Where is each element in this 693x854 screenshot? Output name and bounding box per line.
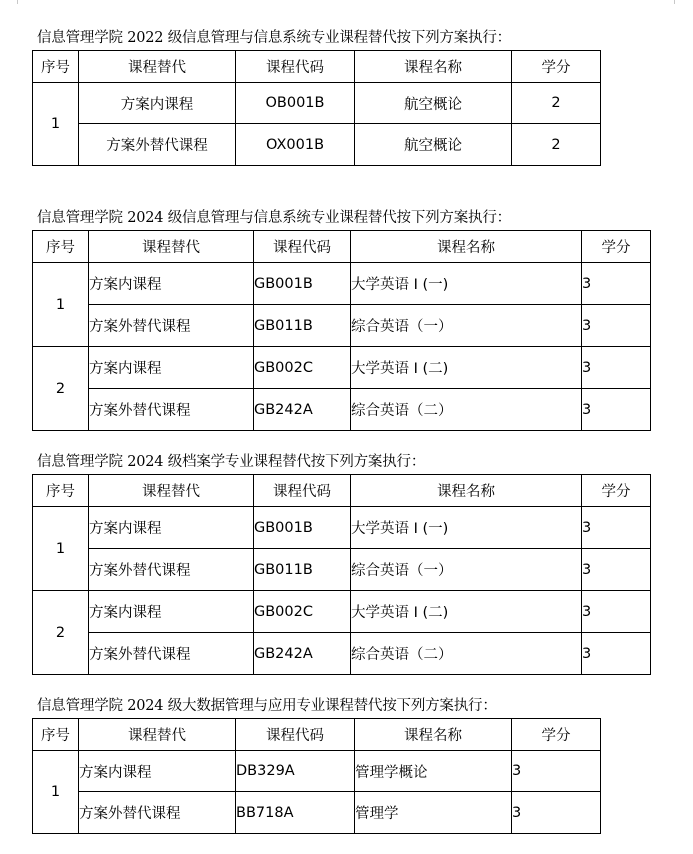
course-code-cell: BB718A [236,792,355,834]
credit-cell: 3 [582,263,651,305]
table-row [33,389,651,431]
course-substitution-table [32,474,651,675]
table-header-row [33,719,601,751]
seq-cell: 2 [33,591,89,675]
table-row [33,83,601,124]
credit-cell: 2 [512,124,601,166]
substitution-type-cell: 方案外替代课程 [79,792,236,834]
credit-cell: 3 [582,389,651,431]
course-name-cell: 大学英语 I (一) [351,507,582,549]
course-code-cell: GB002C [254,347,351,389]
credit-cell: 3 [582,507,651,549]
substitution-type-cell: 方案外替代课程 [79,124,236,166]
table-row [33,124,601,166]
seq-cell: 1 [33,507,89,591]
header-course-name: 课程名称 [355,719,512,751]
course-substitution-table [32,718,601,834]
course-code-cell: GB011B [254,305,351,347]
section-heading: 信息管理学院 2024 级大数据管理与应用专业课程替代按下列方案执行： [37,698,497,714]
substitution-type-cell: 方案内课程 [79,83,236,124]
substitution-type-cell: 方案外替代课程 [89,305,254,347]
substitution-type-cell: 方案外替代课程 [89,549,254,591]
credit-cell: 2 [512,83,601,124]
course-name-cell: 综合英语（二） [351,633,582,675]
substitution-type-cell: 方案内课程 [89,507,254,549]
credit-cell: 3 [582,633,651,675]
table-row [33,591,651,633]
course-substitution-table [32,230,651,431]
course-name-cell: 大学英语 I (二) [351,347,582,389]
credit-cell: 3 [582,591,651,633]
course-code-cell: GB001B [254,263,351,305]
section-heading: 信息管理学院 2022 级信息管理与信息系统专业课程替代按下列方案执行： [37,30,511,46]
course-code-cell: OX001B [236,124,355,166]
header-credit: 学分 [512,51,601,83]
substitution-type-cell: 方案内课程 [89,347,254,389]
table-row [33,263,651,305]
seq-cell: 1 [33,751,79,834]
table-header-row [33,475,651,507]
substitution-type-cell: 方案内课程 [79,751,236,792]
table-row [33,633,651,675]
course-code-cell: GB002C [254,591,351,633]
course-name-cell: 综合英语（二） [351,389,582,431]
header-course-name: 课程名称 [351,475,582,507]
header-course-name: 课程名称 [351,231,582,263]
page-corner-mark-right [674,0,675,4]
seq-cell: 2 [33,347,89,431]
credit-cell: 3 [582,305,651,347]
course-code-cell: GB242A [254,389,351,431]
substitution-type-cell: 方案内课程 [89,591,254,633]
table-header-row [33,231,651,263]
table-row [33,792,601,834]
course-name-cell: 大学英语 I (二) [351,591,582,633]
credit-cell: 3 [582,549,651,591]
substitution-type-cell: 方案外替代课程 [89,389,254,431]
header-course-code: 课程代码 [254,231,351,263]
header-credit: 学分 [582,231,651,263]
substitution-type-cell: 方案内课程 [89,263,254,305]
header-course-name: 课程名称 [355,51,512,83]
header-seq: 序号 [33,719,79,751]
header-credit: 学分 [512,719,601,751]
substitution-type-cell: 方案外替代课程 [89,633,254,675]
credit-cell: 3 [512,751,601,792]
header-course-code: 课程代码 [236,51,355,83]
course-code-cell: GB242A [254,633,351,675]
course-name-cell: 航空概论 [355,124,512,166]
seq-cell: 1 [33,263,89,347]
course-name-cell: 管理学概论 [355,751,512,792]
header-seq: 序号 [33,51,79,83]
course-name-cell: 航空概论 [355,83,512,124]
table-row [33,507,651,549]
course-code-cell: GB001B [254,507,351,549]
course-name-cell: 综合英语（一） [351,549,582,591]
credit-cell: 3 [582,347,651,389]
course-name-cell: 大学英语 I (一) [351,263,582,305]
header-seq: 序号 [33,475,89,507]
course-name-cell: 综合英语（一） [351,305,582,347]
course-code-cell: OB001B [236,83,355,124]
header-substitution: 课程替代 [79,719,236,751]
header-credit: 学分 [582,475,651,507]
course-code-cell: DB329A [236,751,355,792]
table-row [33,751,601,792]
seq-cell: 1 [33,83,79,166]
header-course-code: 课程代码 [254,475,351,507]
header-seq: 序号 [33,231,89,263]
course-substitution-table [32,50,601,166]
table-header-row [33,51,601,83]
course-name-cell: 管理学 [355,792,512,834]
header-substitution: 课程替代 [89,475,254,507]
table-row [33,549,651,591]
header-substitution: 课程替代 [79,51,236,83]
header-course-code: 课程代码 [236,719,355,751]
section-heading: 信息管理学院 2024 级档案学专业课程替代按下列方案执行： [37,454,426,470]
header-substitution: 课程替代 [89,231,254,263]
table-row [33,347,651,389]
course-code-cell: GB011B [254,549,351,591]
page-corner-mark-left [17,0,18,4]
table-row [33,305,651,347]
section-heading: 信息管理学院 2024 级信息管理与信息系统专业课程替代按下列方案执行： [37,210,511,226]
credit-cell: 3 [512,792,601,834]
